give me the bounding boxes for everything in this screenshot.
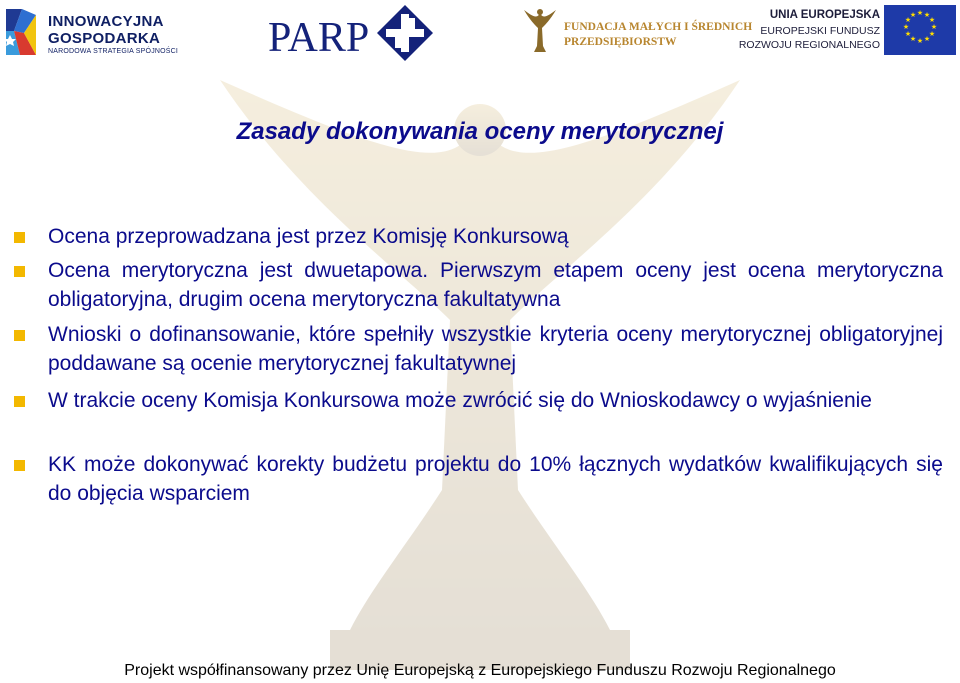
eu-text-line1: UNIA EUROPEJSKA: [769, 9, 880, 21]
parp-wordmark: PARP: [268, 15, 370, 61]
svg-text:★: ★: [923, 11, 931, 19]
square-bullet-icon: [14, 396, 25, 407]
footer-text: Projekt współfinansowany przez Unię Europejską z Europejskiego Funduszu Rozwoju Regionalnego: [124, 662, 836, 679]
fundacja-text-line1: FUNDACJA MAŁYCH I ŚREDNICH: [564, 21, 753, 33]
svg-text:★: ★: [928, 30, 936, 38]
eu-text-line2: EUROPEJSKI FUNDUSZ: [760, 25, 880, 37]
fundacja-text-line2: PRZEDSIĘBIORSTW: [564, 36, 677, 48]
slide-title: Zasady dokonywania oceny merytorycznej: [236, 118, 724, 145]
fundacja-msp-logo: [520, 6, 753, 58]
bullet-text: W trakcie oceny Komisja Konkursowa może zwrócić się do Wnioskodawcy o wyjaśnienie: [48, 389, 872, 412]
svg-text:★: ★: [909, 35, 917, 43]
innowacyjna-gospodarka-logo: [4, 3, 184, 61]
svg-text:★: ★: [904, 30, 912, 38]
svg-text:★: ★: [902, 23, 910, 31]
square-bullet-icon: [14, 460, 25, 471]
bullet-text: Ocena przeprowadzana jest przez Komisję Konkursową: [48, 225, 569, 248]
square-bullet-icon: [14, 330, 25, 341]
bullet-text: KK może dokonywać korekty budżetu projektu do 10% łącznych wydatków kwalifikujących się do objęcia wsparciem: [48, 453, 943, 505]
bullet-text: Wnioski o dofinansowanie, które spełniły wszystkie kryteria oceny merytorycznej obligatoryjnej poddawane są ocenie merytorycznej fakultatywnej: [48, 323, 943, 375]
parp-cross-icon: [376, 4, 434, 62]
svg-text:★: ★: [923, 35, 931, 43]
logo-text-line1: INNOWACYJNA: [48, 13, 164, 30]
parp-logo: [268, 4, 438, 62]
logo-bar: [0, 0, 960, 66]
logo-text-line2: GOSPODARKA: [48, 30, 161, 47]
bullet-text: Ocena merytoryczna jest dwuetapowa. Pierwszym etapem oceny jest ocena merytoryczna obligatoryjna, drugim ocena merytoryczna fakultatywna: [48, 259, 943, 311]
eu-flag-icon: [884, 5, 956, 55]
svg-text:★: ★: [909, 11, 917, 19]
svg-text:★: ★: [916, 37, 924, 45]
statuette-icon: [520, 6, 560, 56]
eu-logo: [738, 5, 956, 59]
eu-text-line3: ROZWOJU REGIONALNEGO: [738, 39, 880, 51]
logo-text-line3: NARODOWA STRATEGIA SPÓJNOŚCI: [48, 48, 179, 55]
svg-text:★: ★: [904, 16, 912, 24]
innowacyjna-flag-icon: [4, 5, 38, 57]
square-bullet-icon: [14, 232, 25, 243]
square-bullet-icon: [14, 266, 25, 277]
svg-text:★: ★: [928, 16, 936, 24]
svg-text:★: ★: [916, 9, 924, 17]
svg-text:★: ★: [930, 23, 938, 31]
